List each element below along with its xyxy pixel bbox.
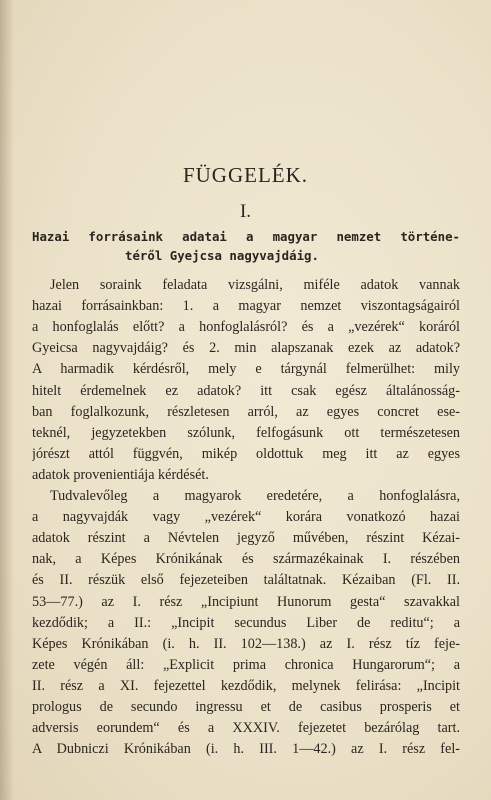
page-gutter-shadow — [0, 0, 14, 800]
body-line: Jelen soraink feladata vizsgálni, miféle adatok vannak — [50, 277, 460, 293]
body-line: nak, a Képes Krónikának és származékainak I. részében — [32, 551, 460, 568]
body-line: kezdődik; a II.: „Incipit secundus Liber de reditu“; a — [32, 614, 460, 631]
body-line: hazai forrásainkban: 1. a magyar nemzet viszontagságairól — [32, 298, 460, 315]
body-line: és II. részük első fejezeteiben találtatnak. Kézaiban (Fl. II. — [32, 572, 460, 589]
body-line: teknél, jegyzetekben szólunk, felfogásunk ott természetesen — [32, 424, 460, 441]
body-line: ban foglalkozunk, részletesen arról, az egyes concret ese- — [32, 403, 460, 420]
body-line: A harmadik kérdésről, mely e tárgynál felmerülhet: mily — [32, 361, 460, 378]
body-line: adatok részint a Névtelen jegyző művében, részint Kézai- — [32, 530, 460, 547]
body-line: prologus de secundo ingressu et de casibus prosperis et — [32, 699, 460, 715]
body-line: jórészt attól függvén, mikép oldottuk meg itt az egyes — [32, 445, 460, 462]
body-line: hitelt érdemelnek ez adatok? itt csak egész általánosság- — [32, 382, 460, 399]
body-line: a honfoglalás előtt? a honfoglalásról? és a „vezérek“ koráról — [32, 319, 460, 336]
body-line: a nagyvajdák vagy „vezérek“ korára vonatkozó hazai — [32, 509, 460, 526]
section-subtitle-line-1: Hazai forrásaink adatai a magyar nemzet történe- — [32, 229, 460, 244]
section-number: I. — [239, 201, 252, 222]
body-line: A Dubniczi Krónikában (i. h. III. 1—42.) az I. rész fel- — [32, 741, 460, 758]
appendix-heading: FÜGGELÉK. — [182, 163, 309, 187]
body-line: adatok provenientiája kérdését. — [32, 466, 209, 483]
body-line: II. rész a XI. fejezettel kezdődik, melynek felirása: „Incipit — [32, 677, 460, 694]
section-subtitle-line-2: téről Gyejcsa nagyvajdáig. — [125, 248, 319, 263]
body-line: Képes Krónikában (i. h. II. 102—138.) az I. rész tíz feje- — [32, 635, 460, 652]
body-line: adversis eorundem“ és a XXXIV. fejezetet bezárólag tart. — [32, 720, 460, 737]
body-line: 53—77.) az I. rész „Incipiunt Hunorum gesta“ szavakkal — [32, 593, 460, 610]
body-line: Tudvalevőleg a magyarok eredetére, a honfoglalásra, — [50, 488, 460, 504]
body-line: Gyeicsa nagyvajdáig? és 2. min alapszanak ezek az adatok? — [32, 340, 460, 357]
body-line: zete végén áll: „Explicit prima chronica Hungarorum“; a — [32, 656, 460, 673]
